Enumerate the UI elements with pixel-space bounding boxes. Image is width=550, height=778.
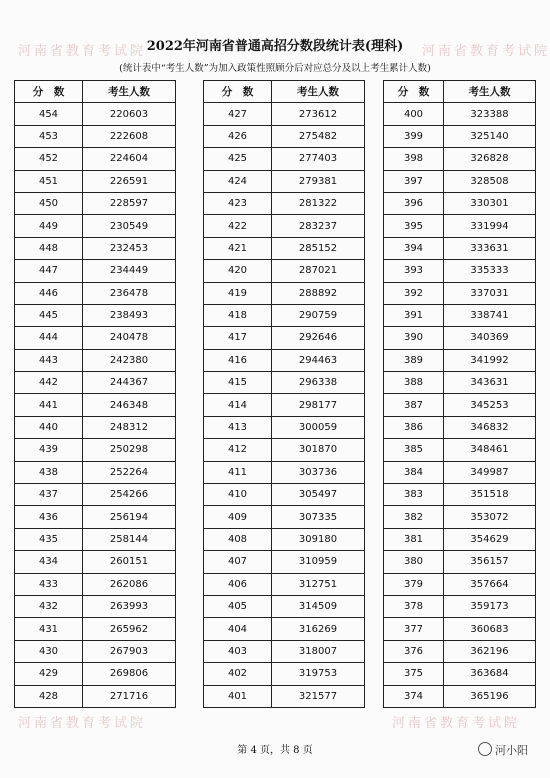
score-cell: 452 [15,148,83,170]
count-cell: 232453 [83,237,176,259]
table-row [204,595,365,617]
table-row [384,484,536,506]
count-cell: 262086 [83,573,176,595]
table-row [204,192,365,214]
count-cell: 360683 [444,618,536,640]
table-row [15,215,176,237]
score-cell: 377 [384,618,444,640]
table-row [384,595,536,617]
count-cell: 279381 [272,170,365,192]
count-cell: 359173 [444,595,536,617]
table-row [204,170,365,192]
count-cell: 260151 [83,551,176,573]
table-row [204,528,365,550]
table-row [204,416,365,438]
count-cell: 353072 [444,506,536,528]
count-cell: 240478 [83,327,176,349]
watermark-top-right: 河南省教育考试院 [422,44,550,59]
table-row [204,148,365,170]
score-cell: 409 [204,506,272,528]
table-row [15,260,176,282]
table-row [384,640,536,662]
score-cell: 450 [15,192,83,214]
count-cell: 310959 [272,551,365,573]
score-cell: 381 [384,528,444,550]
table-row [204,237,365,259]
table-row [15,304,176,326]
count-cell: 346832 [444,416,536,438]
score-cell: 436 [15,506,83,528]
count-cell: 305497 [272,484,365,506]
score-cell: 449 [15,215,83,237]
score-cell: 376 [384,640,444,662]
count-cell: 285152 [272,237,365,259]
table-row [204,506,365,528]
table-row [204,685,365,707]
score-cell: 420 [204,260,272,282]
score-cell: 393 [384,260,444,282]
score-cell: 431 [15,618,83,640]
score-cell: 395 [384,215,444,237]
count-cell: 236478 [83,282,176,304]
table-row [384,103,536,125]
count-cell: 265962 [83,618,176,640]
count-cell: 363684 [444,663,536,685]
table-row [15,192,176,214]
table-row [384,170,536,192]
table-row [204,618,365,640]
table-row [384,663,536,685]
score-cell: 384 [384,461,444,483]
score-cell: 417 [204,327,272,349]
count-cell: 323388 [444,103,536,125]
count-cell: 325140 [444,125,536,147]
count-cell: 351518 [444,484,536,506]
table-row [384,416,536,438]
score-cell: 439 [15,439,83,461]
score-cell: 405 [204,595,272,617]
score-cell: 453 [15,125,83,147]
header-count: 考生人数 [444,81,536,103]
score-cell: 404 [204,618,272,640]
table-row [15,439,176,461]
score-cell: 416 [204,349,272,371]
score-cell: 424 [204,170,272,192]
table-row [384,461,536,483]
score-cell: 383 [384,484,444,506]
score-cell: 454 [15,103,83,125]
table-row [15,663,176,685]
page-footer: 第 4 页，共 8 页 [237,745,313,756]
count-cell: 319753 [272,663,365,685]
score-cell: 430 [15,640,83,662]
count-cell: 269806 [83,663,176,685]
count-cell: 256194 [83,506,176,528]
count-cell: 338741 [444,304,536,326]
score-cell: 379 [384,573,444,595]
score-table-2 [203,80,365,708]
score-cell: 402 [204,663,272,685]
score-cell: 399 [384,125,444,147]
count-cell: 362196 [444,640,536,662]
count-cell: 277403 [272,148,365,170]
score-cell: 444 [15,327,83,349]
count-cell: 252264 [83,461,176,483]
count-cell: 307335 [272,506,365,528]
score-cell: 419 [204,282,272,304]
table-header-row [384,81,536,103]
score-table-3 [383,80,536,708]
count-cell: 345253 [444,394,536,416]
watermark-bottom-right: 河南省教育考试院 [392,716,521,731]
table-row [204,551,365,573]
count-cell: 321577 [272,685,365,707]
table-row [204,282,365,304]
count-cell: 357664 [444,573,536,595]
table-header-row [15,81,176,103]
count-cell: 230549 [83,215,176,237]
table-row [15,640,176,662]
table-row [384,551,536,573]
score-cell: 435 [15,528,83,550]
score-cell: 451 [15,170,83,192]
score-cell: 406 [204,573,272,595]
table-row [204,663,365,685]
count-cell: 330301 [444,192,536,214]
score-cell: 433 [15,573,83,595]
count-cell: 246348 [83,394,176,416]
count-cell: 349987 [444,461,536,483]
table-row [204,484,365,506]
score-cell: 440 [15,416,83,438]
table-row [204,461,365,483]
header-score: 分 数 [384,81,444,103]
table-row [384,304,536,326]
table-row [204,372,365,394]
watermark-bottom-left: 河南省教育考试院 [18,716,147,731]
header-score: 分 数 [15,81,83,103]
score-cell: 387 [384,394,444,416]
count-cell: 341992 [444,349,536,371]
count-cell: 331994 [444,215,536,237]
table-row [384,573,536,595]
score-cell: 386 [384,416,444,438]
table-row [15,148,176,170]
score-cell: 410 [204,484,272,506]
score-cell: 400 [384,103,444,125]
table-row [15,170,176,192]
count-cell: 354629 [444,528,536,550]
brand-name: 河小阳 [495,744,528,757]
count-cell: 326828 [444,148,536,170]
header-count: 考生人数 [272,81,365,103]
table-row [204,349,365,371]
table-row [15,327,176,349]
count-cell: 228597 [83,192,176,214]
count-cell: 222608 [83,125,176,147]
score-cell: 447 [15,260,83,282]
table-row [384,372,536,394]
count-cell: 298177 [272,394,365,416]
table-row [15,416,176,438]
page-title: 2022年河南省普通高招分数段统计表(理科) [146,39,404,54]
score-cell: 391 [384,304,444,326]
score-cell: 428 [15,685,83,707]
score-cell: 423 [204,192,272,214]
score-cell: 429 [15,663,83,685]
table-row [204,439,365,461]
count-cell: 224604 [83,148,176,170]
count-cell: 300059 [272,416,365,438]
count-cell: 248312 [83,416,176,438]
table-row [384,148,536,170]
table-row [204,327,365,349]
table-row [15,595,176,617]
count-cell: 337031 [444,282,536,304]
count-cell: 290759 [272,304,365,326]
score-cell: 396 [384,192,444,214]
table-row [15,125,176,147]
table-row [15,618,176,640]
score-cell: 397 [384,170,444,192]
table-row [384,506,536,528]
score-cell: 425 [204,148,272,170]
table-row [15,461,176,483]
table-row [204,640,365,662]
score-cell: 408 [204,528,272,550]
score-cell: 385 [384,439,444,461]
table-header-row [204,81,365,103]
table-row [384,125,536,147]
count-cell: 263993 [83,595,176,617]
table-row [384,192,536,214]
count-cell: 328508 [444,170,536,192]
table-row [15,506,176,528]
header-score: 分 数 [204,81,272,103]
count-cell: 348461 [444,439,536,461]
table-row [15,685,176,707]
count-cell: 333631 [444,237,536,259]
score-cell: 443 [15,349,83,371]
count-cell: 254266 [83,484,176,506]
score-cell: 434 [15,551,83,573]
table-row [384,439,536,461]
count-cell: 287021 [272,260,365,282]
score-cell: 421 [204,237,272,259]
score-cell: 438 [15,461,83,483]
table-row [15,372,176,394]
table-row [15,484,176,506]
count-cell: 238493 [83,304,176,326]
score-cell: 411 [204,461,272,483]
score-cell: 442 [15,372,83,394]
score-cell: 448 [15,237,83,259]
table-row [204,573,365,595]
count-cell: 309180 [272,528,365,550]
table-row [204,260,365,282]
score-cell: 380 [384,551,444,573]
count-cell: 356157 [444,551,536,573]
count-cell: 267903 [83,640,176,662]
score-cell: 412 [204,439,272,461]
table-row [384,327,536,349]
count-cell: 301870 [272,439,365,461]
count-cell: 296338 [272,372,365,394]
count-cell: 312751 [272,573,365,595]
table-row [204,394,365,416]
count-cell: 220603 [83,103,176,125]
score-cell: 437 [15,484,83,506]
score-cell: 415 [204,372,272,394]
score-cell: 445 [15,304,83,326]
score-cell: 389 [384,349,444,371]
table-row [384,260,536,282]
score-cell: 407 [204,551,272,573]
table-row [15,282,176,304]
brand-label [478,742,528,758]
table-row [15,573,176,595]
score-cell: 390 [384,327,444,349]
count-cell: 343631 [444,372,536,394]
count-cell: 281322 [272,192,365,214]
score-cell: 392 [384,282,444,304]
table-row [384,685,536,707]
table-row [384,282,536,304]
score-cell: 374 [384,685,444,707]
table-row [15,551,176,573]
table-row [204,215,365,237]
count-cell: 288892 [272,282,365,304]
count-cell: 244367 [83,372,176,394]
header-count: 考生人数 [83,81,176,103]
count-cell: 294463 [272,349,365,371]
score-cell: 427 [204,103,272,125]
table-row [15,528,176,550]
count-cell: 340369 [444,327,536,349]
score-table-1 [14,80,176,708]
count-cell: 250298 [83,439,176,461]
count-cell: 292646 [272,327,365,349]
score-cell: 441 [15,394,83,416]
score-cell: 418 [204,304,272,326]
count-cell: 335333 [444,260,536,282]
table-row [15,237,176,259]
count-cell: 275482 [272,125,365,147]
table-row [15,349,176,371]
score-cell: 401 [204,685,272,707]
score-cell: 382 [384,506,444,528]
table-row [204,304,365,326]
score-cell: 422 [204,215,272,237]
watermark-top-left: 河南省教育考试院 [18,44,147,59]
table-row [384,237,536,259]
table-row [384,394,536,416]
count-cell: 273612 [272,103,365,125]
table-row [204,103,365,125]
count-cell: 258144 [83,528,176,550]
table-row [15,394,176,416]
count-cell: 242380 [83,349,176,371]
count-cell: 316269 [272,618,365,640]
count-cell: 283237 [272,215,365,237]
table-note: (统计表中“考生人数”为加入政策性照顾分后对应总分及以上考生累计人数) [119,63,431,74]
score-cell: 446 [15,282,83,304]
wechat-icon [478,742,492,756]
score-cell: 403 [204,640,272,662]
score-cell: 426 [204,125,272,147]
table-row [204,125,365,147]
score-cell: 394 [384,237,444,259]
count-cell: 234449 [83,260,176,282]
score-cell: 413 [204,416,272,438]
table-row [384,215,536,237]
score-cell: 388 [384,372,444,394]
score-cell: 432 [15,595,83,617]
score-cell: 398 [384,148,444,170]
count-cell: 226591 [83,170,176,192]
count-cell: 318007 [272,640,365,662]
count-cell: 271716 [83,685,176,707]
table-row [384,349,536,371]
table-row [15,103,176,125]
score-cell: 378 [384,595,444,617]
count-cell: 314509 [272,595,365,617]
count-cell: 303736 [272,461,365,483]
score-cell: 414 [204,394,272,416]
score-cell: 375 [384,663,444,685]
count-cell: 365196 [444,685,536,707]
table-row [384,618,536,640]
table-row [384,528,536,550]
